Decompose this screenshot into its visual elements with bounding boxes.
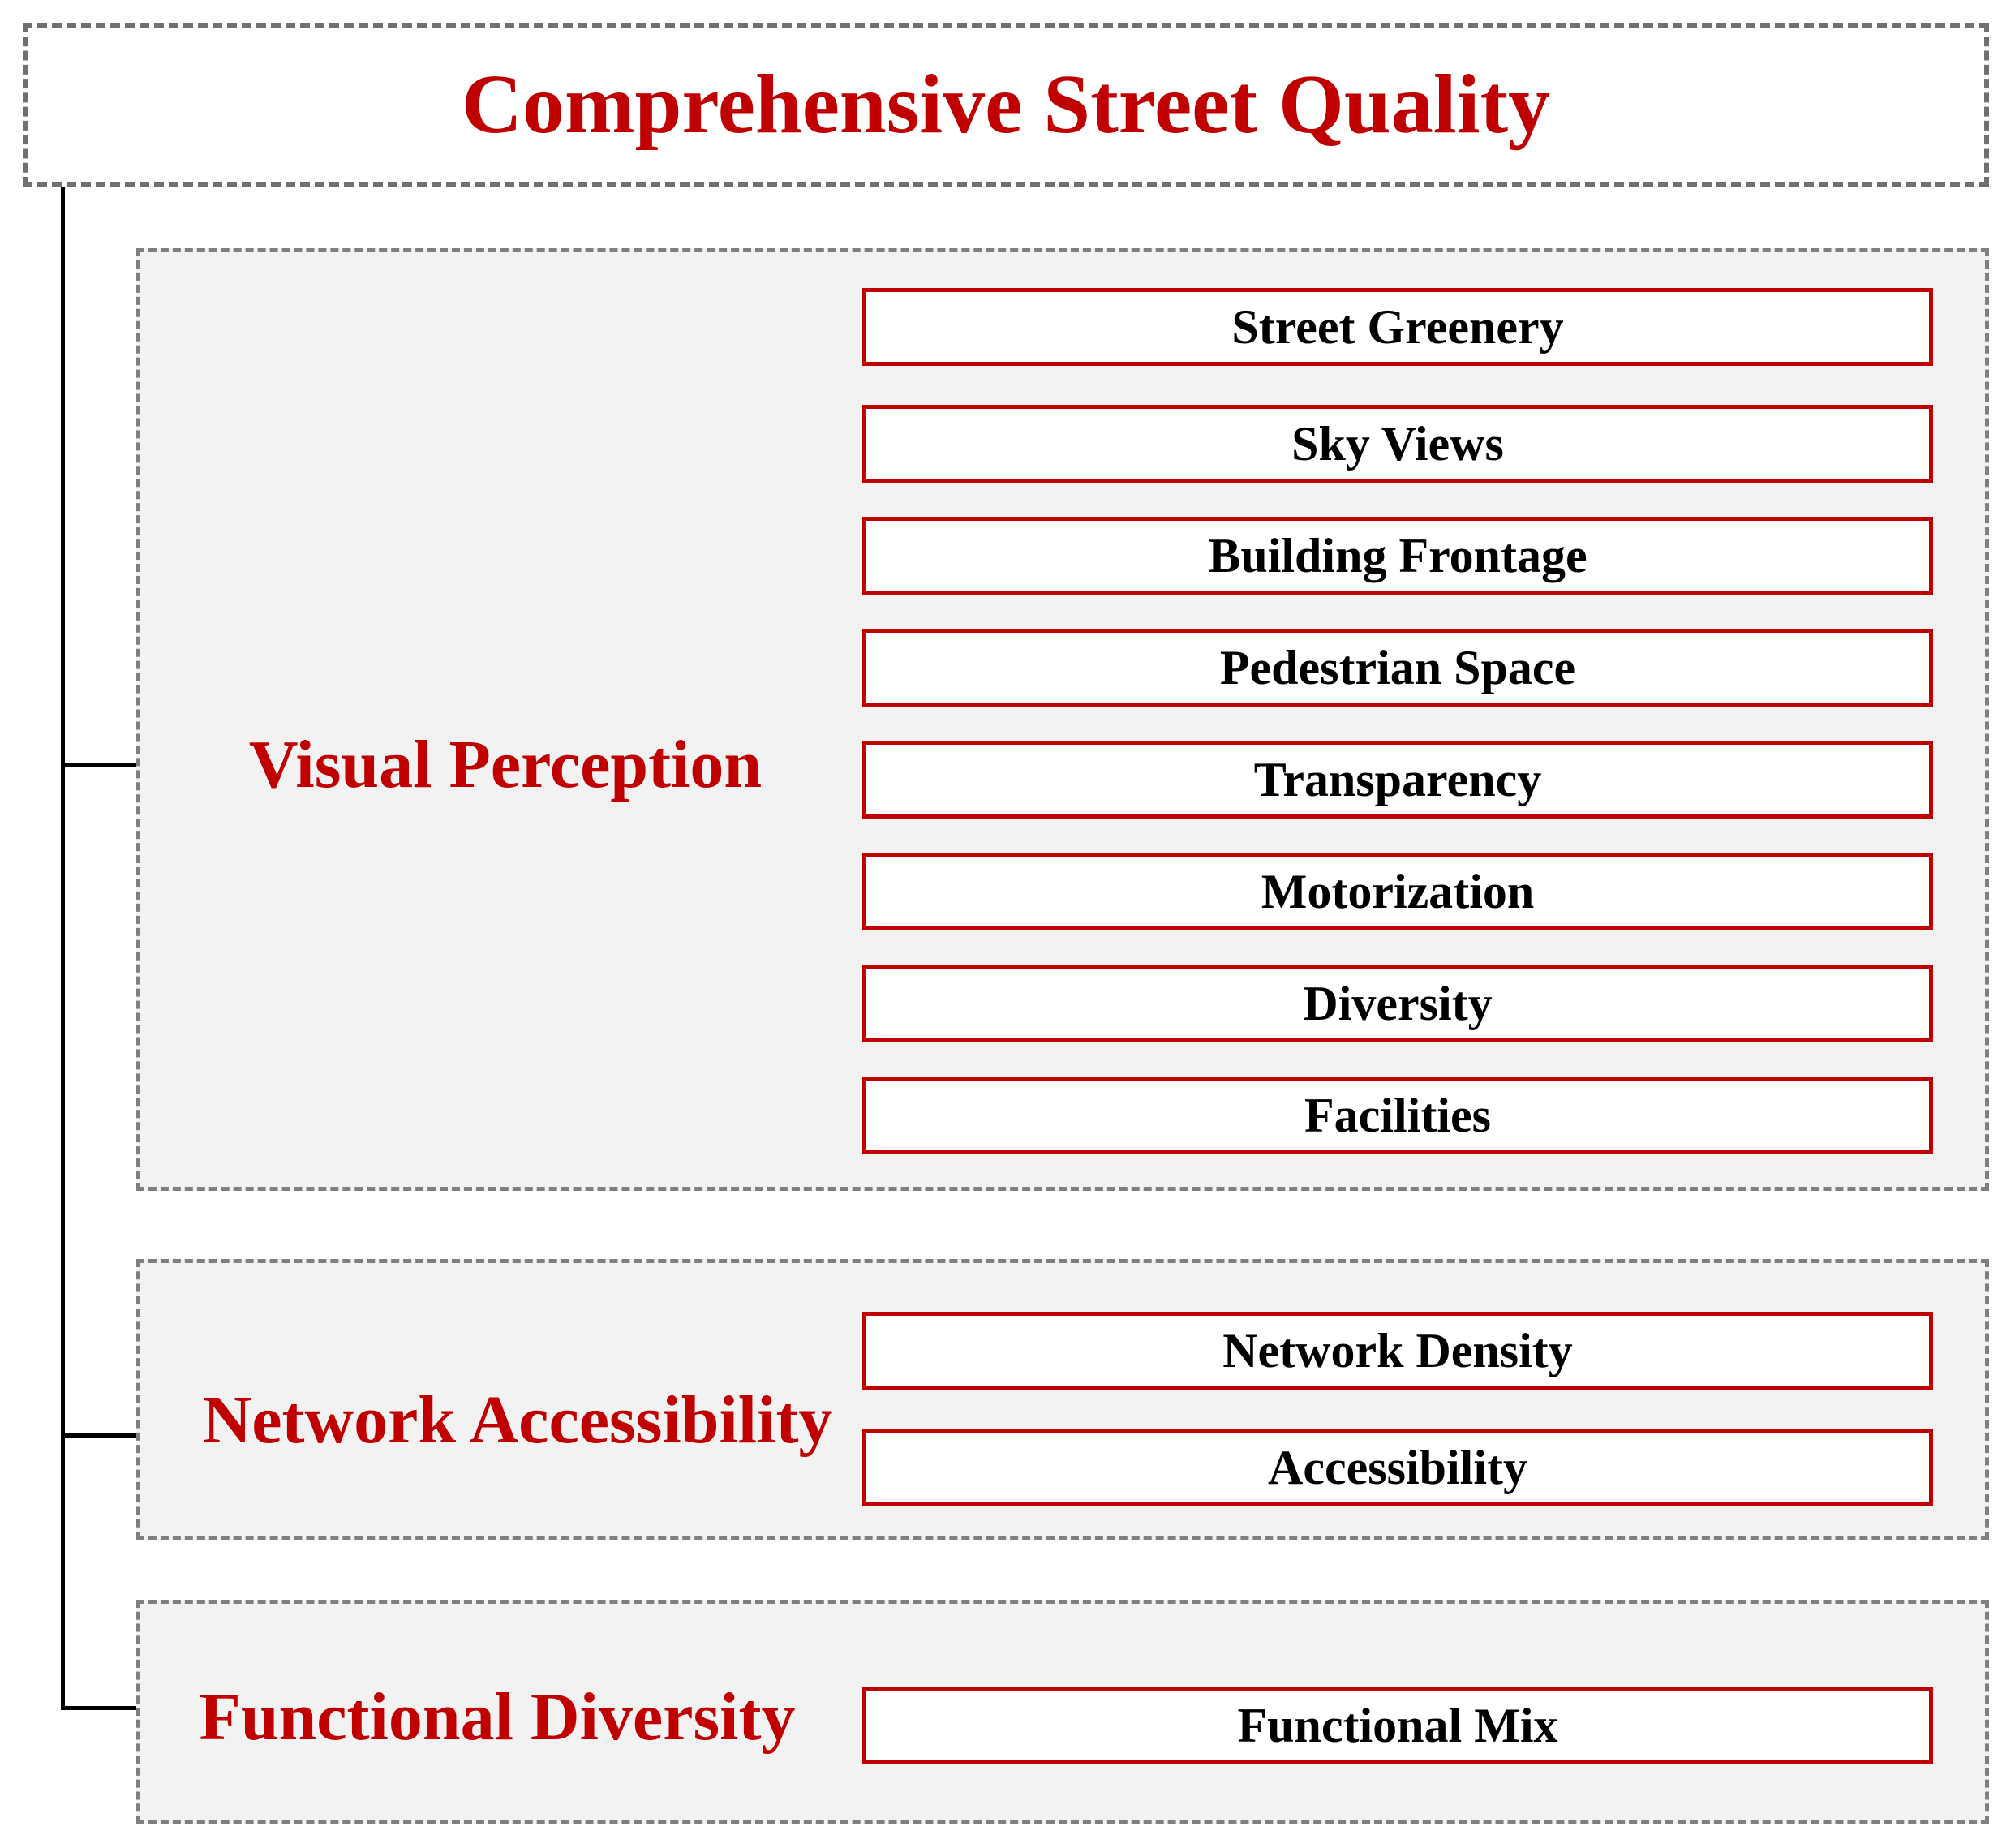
group-label-functional-diversity: Functional Diversity (199, 1679, 796, 1755)
group-label-network-accessibility: Network Accessibility (202, 1382, 833, 1458)
group-network-accessibility (136, 1259, 1989, 1540)
trunk-connector (61, 187, 65, 1710)
indicator-network-density: Network Density (862, 1312, 1933, 1390)
group-visual-perception (136, 248, 1989, 1191)
branch-connector-functional-diversity (61, 1706, 136, 1710)
indicator-accessibility: Accessibility (862, 1429, 1933, 1506)
group-label-visual-perception: Visual Perception (248, 727, 763, 802)
diagram-title: Comprehensive Street Quality (461, 58, 1551, 151)
branch-connector-network-accessibility (61, 1433, 136, 1438)
indicator-street-greenery: Street Greenery (862, 288, 1933, 366)
indicator-building-frontage: Building Frontage (862, 517, 1933, 595)
indicator-diversity: Diversity (862, 965, 1933, 1042)
indicator-facilities: Facilities (862, 1077, 1933, 1154)
branch-connector-visual-perception (61, 763, 136, 767)
group-functional-diversity (136, 1600, 1989, 1824)
root-node-box (23, 23, 1989, 187)
indicator-pedestrian-space: Pedestrian Space (862, 629, 1933, 707)
indicator-functional-mix: Functional Mix (862, 1687, 1933, 1764)
indicator-transparency: Transparency (862, 741, 1933, 819)
indicator-sky-views: Sky Views (862, 405, 1933, 483)
indicator-motorization: Motorization (862, 853, 1933, 930)
